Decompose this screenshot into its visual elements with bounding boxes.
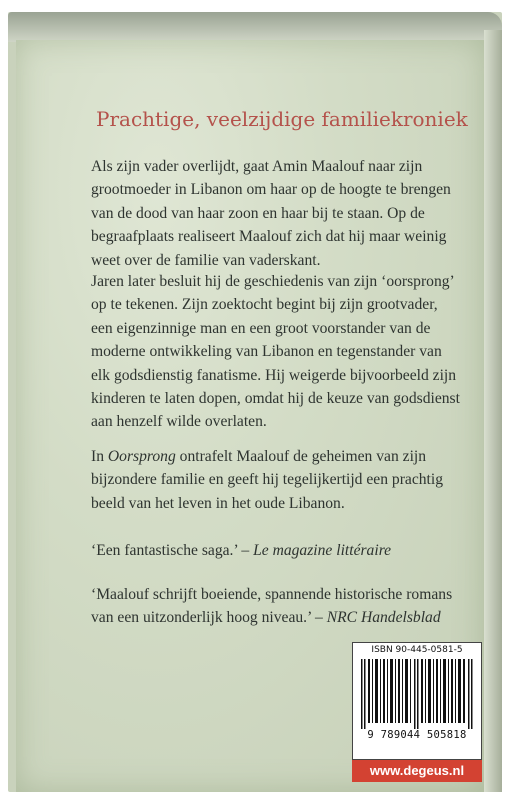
text-line: Jaren later besluit hij de geschiedenis van zijn ‘oorsprong’ <box>91 273 455 290</box>
review-quote-2-line-2 <box>91 606 441 629</box>
book-title: Oorsprong <box>107 448 176 465</box>
text-line: Als zijn vader overlijdt, gaat Amin Maalouf naar zijn <box>91 158 423 175</box>
quote-source: Le magazine littéraire <box>253 542 392 559</box>
text-line: begraafplaats realiseert Maalouf zich dat hij maar weinig <box>91 228 447 246</box>
text-line: op te tekenen. Zijn zoektocht begint bij zijn grootvader, <box>91 296 438 314</box>
text-line: een eigenzinnige man en een groot voorstander van de <box>91 319 431 337</box>
text-line: aan henzelf wilde overlaten. <box>91 413 267 431</box>
blurb-paragraph-1 <box>91 155 471 272</box>
review-quote-1 <box>91 539 391 562</box>
isbn-number: ISBN 90-445-0581-5 <box>371 645 463 655</box>
barcode-digits: 9 789044 505818 <box>367 729 467 741</box>
book-top-edge <box>8 12 502 42</box>
text-line: kinderen te laten dopen, omdat hij de keuze van godsdienst <box>91 390 460 408</box>
text-line: van de dood van haar zoon en haar bij te staan. Op de <box>91 204 425 222</box>
text-line: bijzondere familie en geeft hij tegelijkertijd een prachtig <box>91 471 444 489</box>
book-spine-edge <box>484 30 502 792</box>
barcode-label <box>352 642 482 760</box>
text-line: beeld van het leven in het oude Libanon. <box>91 494 345 512</box>
blurb-paragraph-2 <box>91 270 471 434</box>
text-line: elk godsdienstig fanatisme. Hij weigerde bijvoorbeeld zijn <box>91 366 457 384</box>
text-line: moderne ontwikkeling van Libanon en tegenstander van <box>91 343 442 361</box>
quote-text: van een uitzonderlijk hoog niveau.’ – <box>91 609 327 626</box>
review-quote-2-line-1: ‘Maalouf schrijft boeiende, spannende historische romans <box>91 586 453 603</box>
text-line: weet over de familie van vaderskant. <box>91 251 321 269</box>
cover-headline: Prachtige, veelzijdige familiekroniek <box>96 107 468 131</box>
text-line: grootmoeder in Libanon om haar op de hoogte te brengen <box>91 181 451 199</box>
barcode-icon <box>359 659 475 729</box>
quote-source: NRC Handelsblad <box>326 609 441 626</box>
text-fragment: ontrafelt Maalouf de geheimen van zijn <box>175 448 427 465</box>
publisher-website: www.degeus.nl <box>352 760 482 782</box>
quote-text: ‘Een fantastische saga.’ – <box>91 542 254 559</box>
text-fragment: In <box>91 448 108 465</box>
blurb-paragraph-3 <box>91 445 471 515</box>
text-line <box>91 445 471 468</box>
